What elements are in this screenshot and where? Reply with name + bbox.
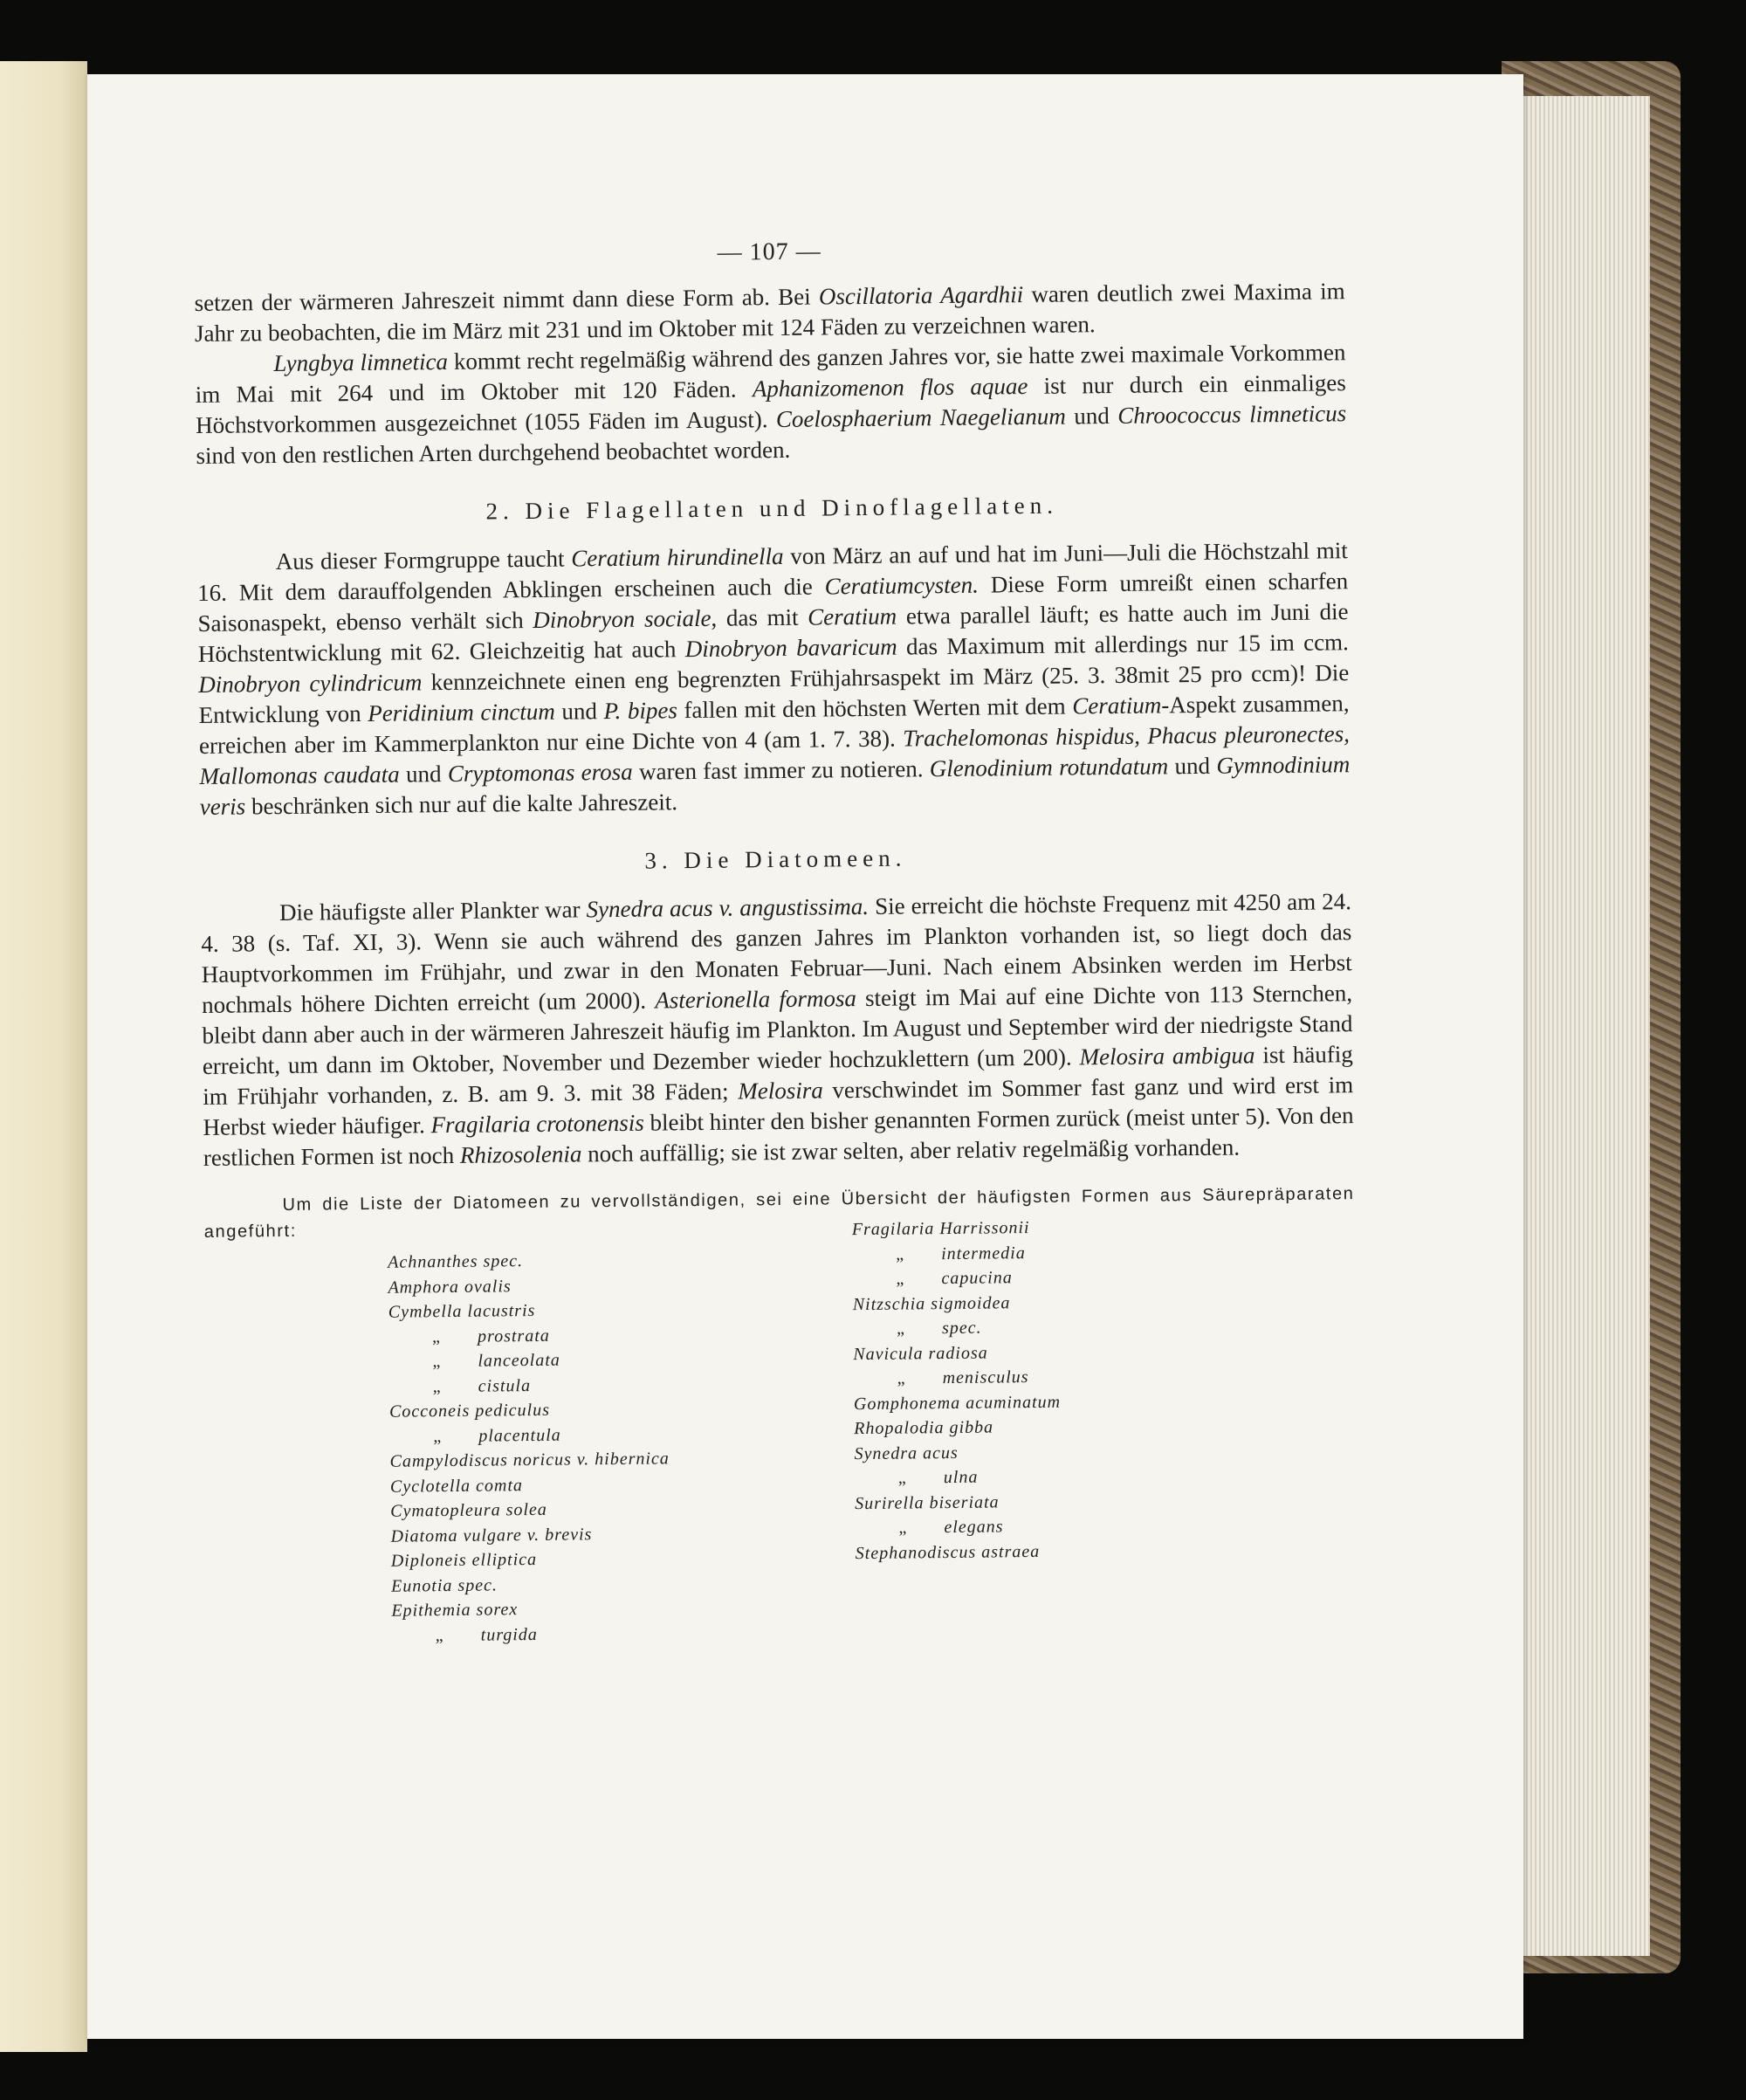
species-list-item [392, 1620, 759, 1649]
page-number: — 107 — [717, 238, 821, 266]
species-name: Achnanthes spec. [388, 1251, 524, 1272]
section-heading-diatomeen: 3. Die Diatomeen. [644, 844, 907, 874]
species-name-inline: Ceratium hirundinella [571, 542, 784, 572]
species-name: Stephanodiscus astraea [855, 1541, 1041, 1563]
species-list-item [391, 1594, 758, 1623]
ditto-mark: „ [431, 1326, 442, 1346]
book-page [87, 74, 1523, 2039]
ditto-mark: „ [435, 1625, 444, 1645]
species-list-item [853, 1288, 1220, 1317]
species-name: prostrata [477, 1325, 550, 1346]
species-list-item [853, 1363, 1220, 1392]
species-name: Synedra acus [854, 1442, 959, 1463]
species-list-item [854, 1437, 1220, 1466]
species-list-item [388, 1246, 754, 1275]
species-list-item [853, 1313, 1220, 1342]
text-run: kennzeichnete einen eng begrenzten Frühjahrsaspekt im März (25. 3. 38mit 25 pro ccm)! Die Entwicklung von [198, 659, 1350, 728]
species-name-inline: Peridinium cinctum [368, 698, 555, 726]
text-run: und [399, 760, 449, 788]
ditto-mark: „ [432, 1376, 442, 1396]
species-name: Epithemia sorex [391, 1600, 519, 1621]
species-name: spec. [941, 1318, 982, 1339]
species-name: ulna [943, 1467, 979, 1488]
text-run: setzen der wärmeren Jahreszeit nimmt dann diese Form ab. Bei [194, 283, 820, 316]
page-text [194, 232, 1359, 1656]
species-list-item [388, 1271, 754, 1300]
text-run: ist häufig im Frühjahr vorhanden, z. B. am 9. 3. mit 38 Fäden; [203, 1041, 1353, 1110]
species-name-inline: Dinobryon sociale [533, 604, 711, 633]
ditto-mark: „ [897, 1468, 907, 1488]
species-name: placentula [478, 1425, 561, 1446]
species-name-inline: Fragilaria crotonensis [430, 1109, 644, 1139]
paragraph-diatomeen [201, 886, 1354, 1174]
species-list-item [389, 1421, 756, 1449]
species-list-item [856, 1537, 1222, 1566]
text-run: waren deutlich zwei Maxima im Jahr zu beobachten, die im März mit 231 und im Oktober mit 124 Fäden zu verzeichnen waren. [194, 278, 1345, 347]
species-list-item [390, 1495, 757, 1524]
ditto-mark: „ [432, 1352, 442, 1372]
species-name: Cymbella lacustris [388, 1300, 536, 1322]
species-name-inline: Ceratium [1072, 692, 1162, 720]
species-list-item [854, 1387, 1220, 1416]
ditto-mark: „ [896, 1244, 905, 1264]
species-list-item [389, 1445, 756, 1474]
species-name: Cyclotella comta [389, 1475, 524, 1497]
species-name: Nitzschia sigmoidea [852, 1292, 1011, 1314]
text-run: Die häufigste aller Plankter war [278, 896, 587, 926]
text-run: sind von den restlichen Arten durchgehend beobachtet worden. [196, 436, 791, 469]
species-name-inline: Trachelomonas hispidus, Phacus pleuronectes, Mallomonas caudata [199, 720, 1351, 789]
species-list [204, 1218, 1359, 1656]
ditto-mark: „ [897, 1368, 906, 1388]
text-run: bleibt hinter den bisher genannten Formen zurück (meist unter 5). Von den restlichen Formen ist noch [203, 1102, 1354, 1171]
species-name: elegans [944, 1517, 1004, 1538]
species-name-inline: Synedra acus v. angustissima. [586, 892, 870, 923]
species-list-item [852, 1214, 1219, 1243]
ditto-mark: „ [896, 1269, 905, 1289]
species-name-inline: Ceratiumcysten. [824, 571, 980, 600]
species-name: lanceolata [478, 1350, 560, 1371]
text-run: -Aspekt zusammen, erreichen aber im Kammerplankton nur eine Dichte von 4 (am 1. 7. 38). [198, 690, 1350, 759]
text-run: und [1065, 402, 1118, 430]
species-list-item [390, 1470, 757, 1499]
species-list-intro: Um die Liste der Diatomeen zu vervollständigen, sei eine Übersicht der häufigsten Formen aus Säurepräparaten angeführt: [203, 1184, 1355, 1242]
species-name-inline: Chroococcus limneticus [1117, 400, 1347, 429]
species-name: Surirella biseriata [855, 1491, 1000, 1513]
species-list-item [852, 1263, 1219, 1292]
species-name: Diatoma vulgare v. brevis [390, 1524, 593, 1546]
species-name-inline: Oscillatoria Agardhii [818, 281, 1024, 310]
text-run: beschränken sich nur auf die kalte Jahreszeit. [245, 788, 678, 820]
species-list-item [855, 1512, 1221, 1541]
species-list-item [389, 1395, 756, 1424]
text-run: noch auffällig; sie ist zwar selten, aber relativ regelmäßig vorhanden. [581, 1133, 1241, 1167]
text-run: und [1168, 752, 1217, 780]
species-name: Fragilaria Harrissonii [851, 1218, 1030, 1240]
species-name-inline: Ceratium [808, 602, 897, 630]
species-name-inline: Coelosphaerium Naegelianum [775, 403, 1066, 433]
section-heading-flagellaten: 2. Die Flagellaten und Dinoflagellaten. [485, 492, 1059, 525]
species-name-inline: Rhizosolenia [459, 1140, 582, 1168]
species-name-inline: Melosira ambigua [1079, 1042, 1255, 1071]
species-name-inline: P. bipes [603, 697, 678, 725]
text-run: Diese Form umreißt einen scharfen Saisonaspekt, ebenso verhält sich [197, 568, 1349, 637]
text-run: etwa parallel läuft; es hatte auch im Juni die Höchstentwicklung mit 62. Gleichzeitig hat auch [197, 598, 1349, 667]
species-list-item [389, 1371, 756, 1400]
text-run: Aus dieser Formgruppe taucht [275, 545, 572, 575]
text-run: verschwindet im Sommer fast ganz und wird erst im Herbst wieder häufiger. [203, 1071, 1354, 1140]
species-list-item [855, 1463, 1221, 1491]
species-name: Navicula radiosa [853, 1343, 988, 1364]
species-name: turgida [480, 1624, 538, 1645]
text-run: von März an auf und hat im Juni—Juli die Höchstzahl mit 16. Mit dem darauffolgenden Abklingen erscheinen auch die [197, 537, 1348, 606]
species-list-item [391, 1570, 758, 1599]
ditto-mark: „ [433, 1426, 443, 1446]
species-name-inline: Gymnodinium veris [199, 751, 1351, 820]
text-run: steigt im Mai auf eine Dichte von 113 Sternchen, bleibt dann aber auch in der wärmeren Jahreszeit häufig im Plankton. Im August und September wird der niedrigste Stand erreicht, um dann im Oktober, November und Dezember wieder hochzuklettern (um 200). [202, 980, 1353, 1079]
text-run: kommt recht regelmäßig während des ganzen Jahres vor, sie hatte zwei maximale Vorkommen im Mai mit 264 und im Oktober mit 120 Fäden. [195, 339, 1346, 408]
species-list-item [391, 1545, 758, 1573]
species-name: Rhopalodia gibba [854, 1417, 994, 1439]
species-name: cistula [478, 1375, 532, 1396]
species-name-inline: Asterionella formosa [655, 985, 857, 1014]
text-run: , das mit [711, 603, 808, 631]
species-name: Cymatopleura solea [390, 1499, 547, 1521]
ditto-mark: „ [896, 1319, 906, 1339]
species-list-item [388, 1321, 755, 1350]
species-list-item [388, 1296, 755, 1325]
left-page-edge [0, 61, 87, 2052]
species-name: Campylodiscus noricus v. hibernica [389, 1449, 670, 1471]
species-name-inline: Cryptomonas erosa [447, 758, 633, 787]
species-name-inline: Lyngbya limnetica [273, 348, 449, 377]
text-run: und [554, 698, 604, 725]
species-name: Amphora ovalis [388, 1276, 512, 1298]
text-run: waren fast immer zu notieren. [632, 755, 930, 785]
species-name: Gomphonema acuminatum [853, 1392, 1062, 1414]
species-name: Diploneis elliptica [390, 1549, 538, 1571]
species-name: capucina [941, 1268, 1013, 1289]
species-column-right [852, 1214, 1222, 1566]
species-name: Cocconeis pediculus [388, 1400, 551, 1422]
species-list-item [853, 1338, 1220, 1367]
paragraph-flagellaten [197, 535, 1351, 823]
text-run: ist nur durch ein einmaliges Höchstvorkommen ausgezeichnet (1055 Fäden im August). [196, 369, 1346, 438]
species-name: menisculus [942, 1367, 1029, 1388]
species-name-inline: Glenodinium rotundatum [929, 753, 1169, 782]
species-name-inline: Aphanizomenon flos aquae [752, 373, 1028, 403]
species-list-item [852, 1238, 1219, 1267]
species-column-left [388, 1246, 759, 1648]
text-run: fallen mit den höchsten Werten mit dem [677, 692, 1073, 724]
paragraph-lyngbya [195, 337, 1346, 472]
species-list-item [855, 1487, 1221, 1516]
species-list-item [390, 1520, 757, 1549]
species-name-inline: Melosira [738, 1077, 823, 1105]
species-list-item [388, 1346, 755, 1374]
species-name: intermedia [941, 1243, 1026, 1263]
text-run: das Maximum mit allerdings nur 15 im ccm. [897, 629, 1349, 660]
species-list-item [854, 1413, 1220, 1442]
page-stack-edge [1519, 96, 1650, 1956]
text-run: Sie erreicht die höchste Frequenz mit 4250 am 24. 4. 38 (s. Taf. XI, 3). Wenn sie auch während des ganzen Jahres im Plankton vorhanden ist, so liegt doch das Hauptvorkommen im Frühjahr, und zwar in den Monaten Februar—Juni. Nach einem Absinken werden im Herbst nochmals höhere Dichten erreicht (um 2000). [201, 888, 1352, 1018]
species-name: Eunotia spec. [390, 1574, 498, 1596]
species-name-inline: Dinobryon cylindricum [198, 669, 423, 698]
species-name-inline: Dinobryon bavaricum [684, 633, 897, 663]
ditto-mark: „ [898, 1518, 908, 1538]
